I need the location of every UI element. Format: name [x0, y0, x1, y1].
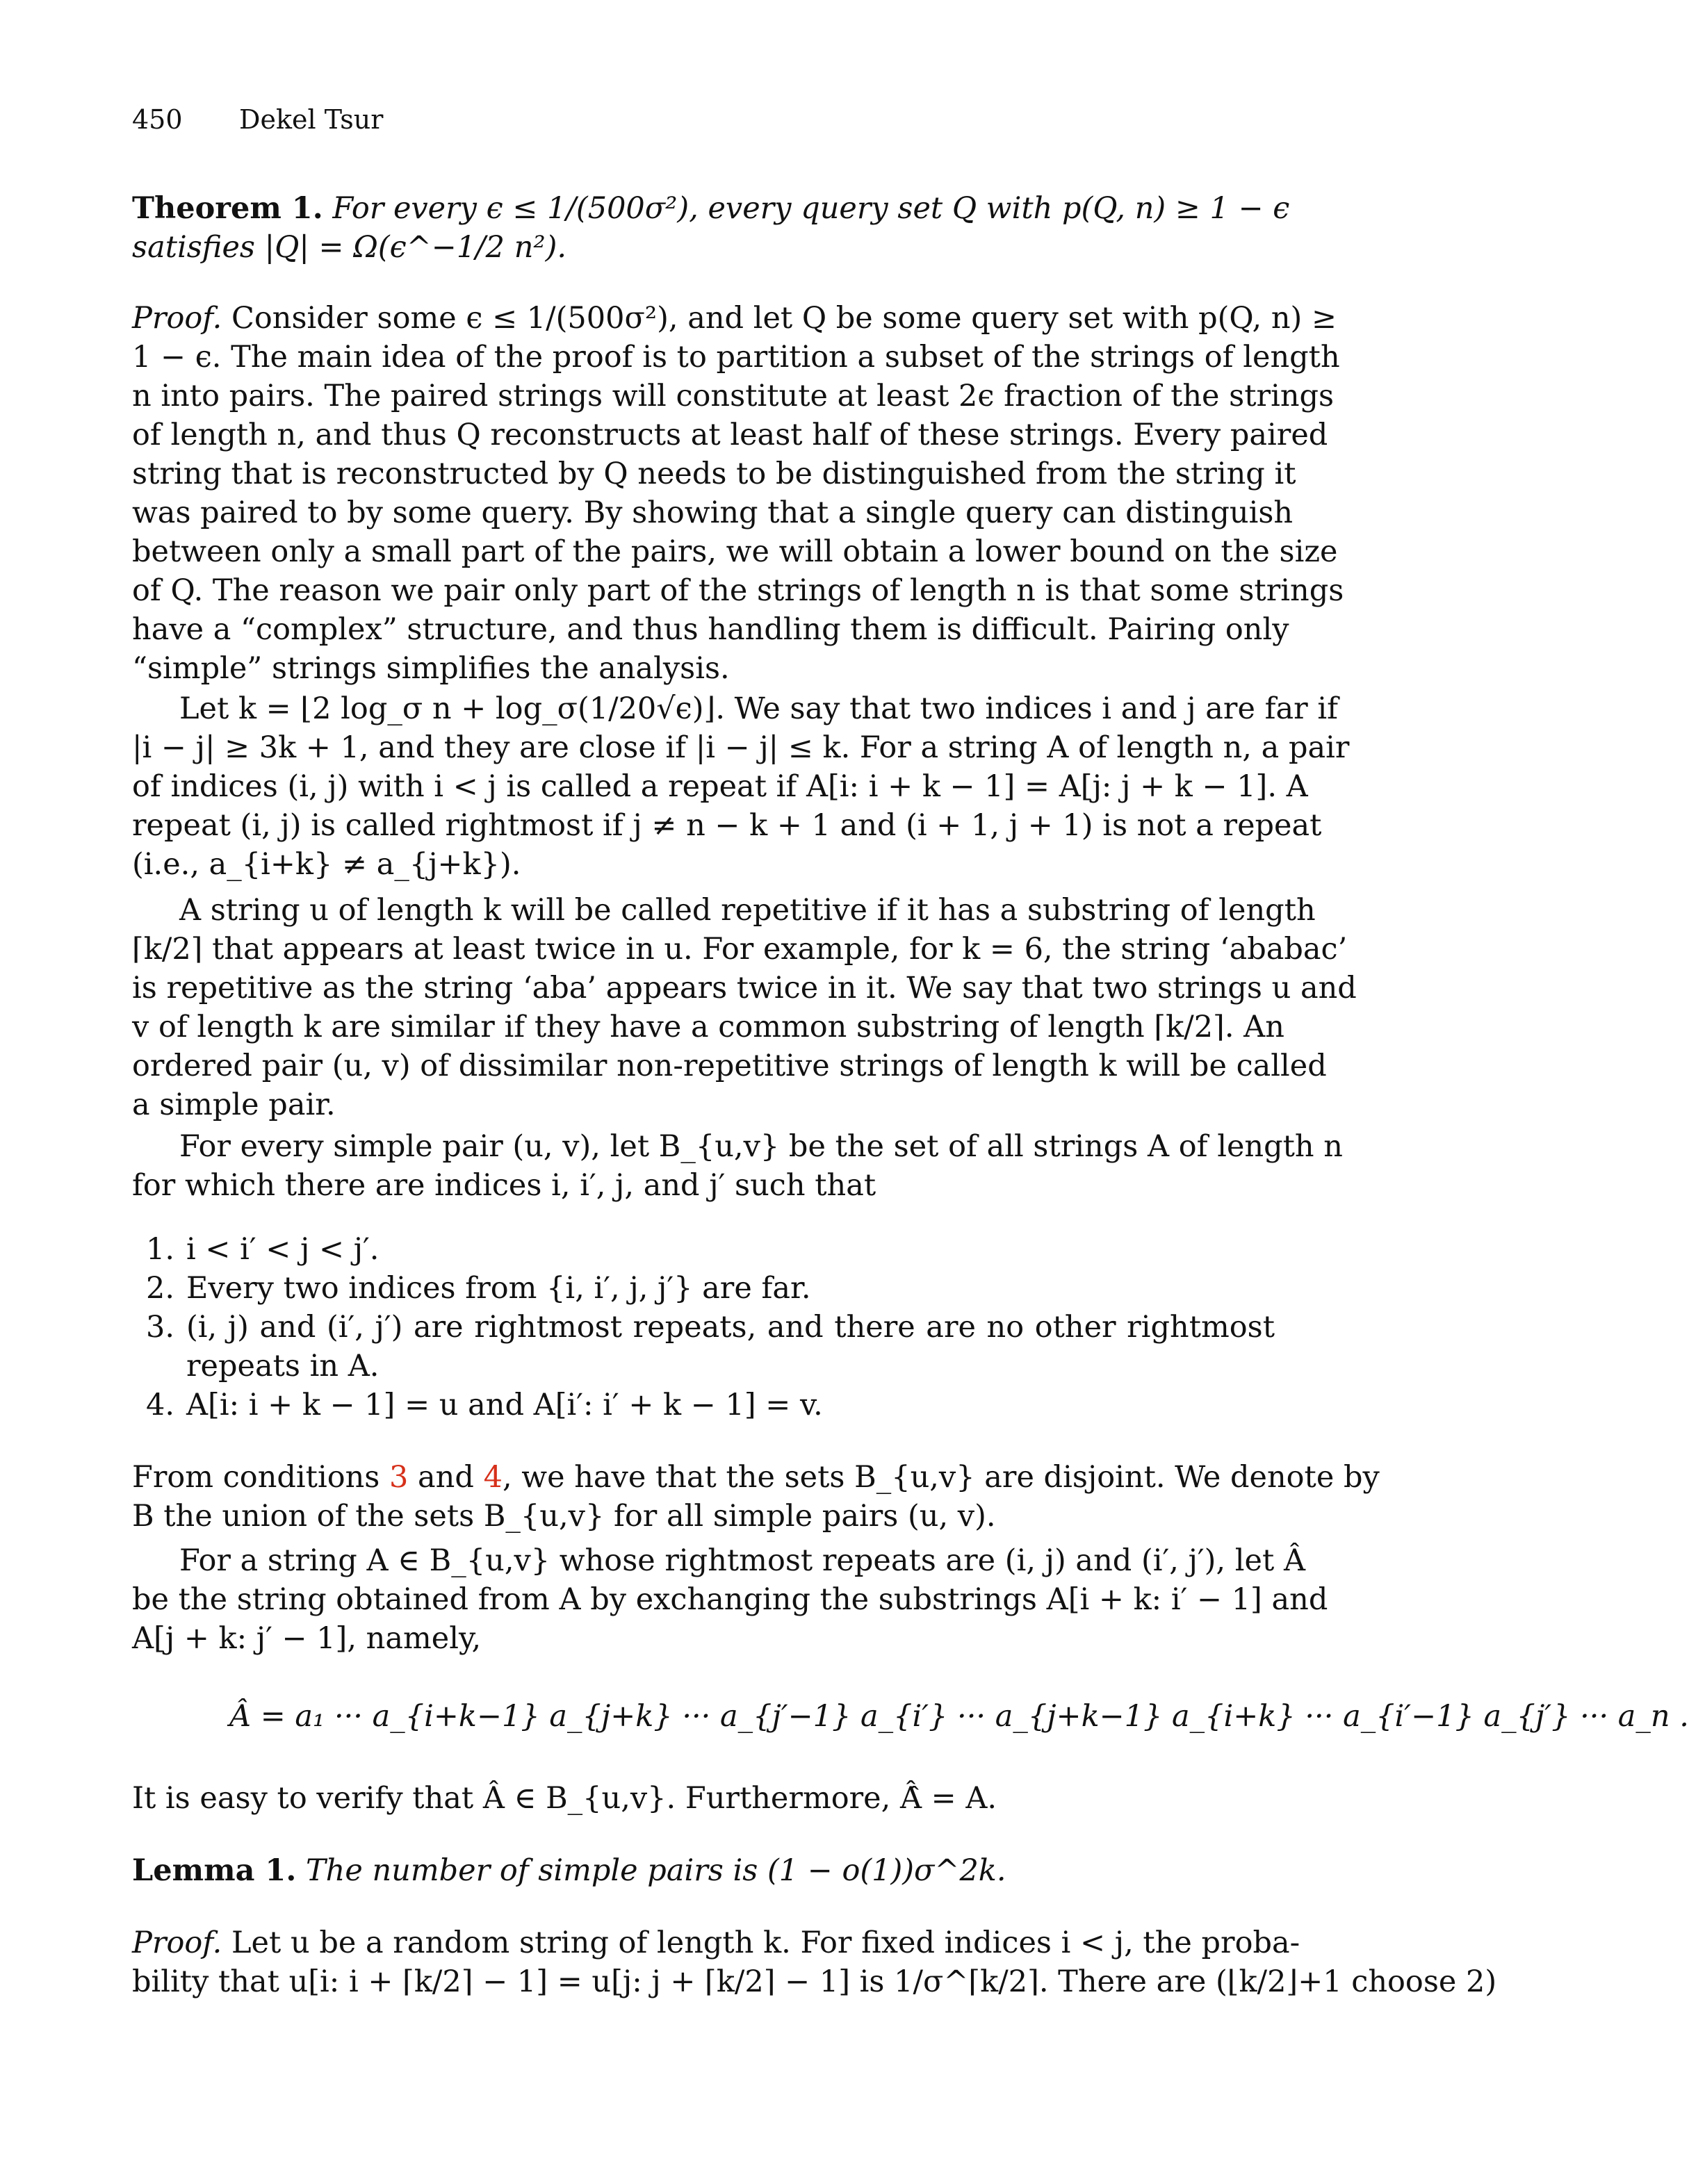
condition-2-text: Every two indices from {i, i′, j, j′} are far. [186, 1271, 811, 1306]
proof-line-6: was paired to by some query. By showing that a single query can distinguish [132, 495, 1294, 530]
condition-1-text: i < i′ < j < j′. [186, 1232, 380, 1267]
condition-3-text-2: repeats in A. [186, 1349, 380, 1384]
para-ahat-line-2: be the string obtained from A by exchanging the substrings A[i + k: i′ − 1] and [132, 1582, 1328, 1617]
proof-line-2: 1 − ϵ. The main idea of the proof is to partition a subset of the strings of length [132, 340, 1340, 375]
para-rep-line-2: ⌈k/2⌉ that appears at least twice in u. For example, for k = 6, the string ‘ababac’ [132, 932, 1348, 967]
lemma-text: The number of simple pairs is (1 − o(1))σ^2k. [305, 1853, 1006, 1888]
para-k-line-5: (i.e., a_{i+k} ≠ a_{j+k}). [132, 847, 521, 882]
para-ahat-line-1: For a string A ∈ B_{u,v} whose rightmost repeats are (i, j) and (i′, j′), let Â [179, 1543, 1305, 1578]
lemma-line [132, 1851, 1275, 1890]
proof-text-1: Consider some ϵ ≤ 1/(500σ²), and let Q be some query set with p(Q, n) ≥ [231, 301, 1337, 336]
condition-3-number: 3. [146, 1310, 175, 1345]
para-rep-line-1: A string u of length k will be called repetitive if it has a substring of length [179, 893, 1316, 928]
para-rep-line-6: a simple pair. [132, 1087, 336, 1122]
verify-line: It is easy to verify that Â ∈ B_{u,v}. Furthermore, Â̂ = A. [132, 1781, 997, 1816]
proof-line-4: of length n, and thus Q reconstructs at least half of these strings. Every paired [132, 418, 1328, 452]
condition-2-number: 2. [146, 1271, 175, 1306]
condition-1-number: 1. [146, 1232, 175, 1267]
page-number: 450 [132, 104, 183, 135]
para-B-line-1: For every simple pair (u, v), let B_{u,v} be the set of all strings A of length n [179, 1129, 1343, 1164]
proof-line-5: string that is reconstructed by Q needs to be distinguished from the string it [132, 457, 1296, 491]
para-B-line-2: for which there are indices i, i′, j, and j′ such that [132, 1168, 876, 1203]
proof-line-8: of Q. The reason we pair only part of the strings of length n is that some strings [132, 573, 1344, 608]
para-rep-line-3: is repetitive as the string ‘aba’ appears twice in it. We say that two strings u and [132, 971, 1357, 1005]
para-rep-line-5: ordered pair (u, v) of dissimilar non-repetitive strings of length k will be called [132, 1049, 1327, 1083]
para-disjoint-line-2: B the union of the sets B_{u,v} for all simple pairs (u, v). [132, 1499, 996, 1534]
para-disjoint-post: , we have that the sets B_{u,v} are disjoint. We denote by [502, 1460, 1380, 1495]
condition-4-number: 4. [146, 1388, 175, 1422]
para-disjoint-pre: From conditions [132, 1460, 390, 1495]
condition-4-text: A[i: i + k − 1] = u and A[i′: i′ + k − 1] = v. [186, 1388, 823, 1422]
theorem-line-2 [132, 228, 1275, 267]
running-author: Dekel Tsur [239, 104, 384, 135]
para-k-line-4: repeat (i, j) is called rightmost if j ≠ n − k + 1 and (i + 1, j + 1) is not a repeat [132, 808, 1322, 843]
theorem-text-2: satisfies |Q| = Ω(ϵ^−1/2 n²). [132, 230, 567, 265]
para-ahat-line-3: A[j + k: j′ − 1], namely, [132, 1621, 482, 1656]
proof2-label: Proof. [132, 1926, 222, 1960]
para-disjoint-mid: and [408, 1460, 484, 1495]
proof2-line-2: bility that u[i: i + ⌈k/2⌉ − 1] = u[j: j + ⌈k/2⌉ − 1] is 1/σ^⌈k/2⌉. There are (⌊k/2⌋+1 choose 2) [132, 1964, 1497, 1999]
ahat-equation: Â = a₁ ··· a_{i+k−1} a_{j+k} ··· a_{j′−1} a_{i′} ··· a_{j+k−1} a_{i+k} ··· a_{i′−1} a_{j′} ··· a_n . [229, 1699, 1689, 1734]
lemma-label: Lemma 1. [132, 1853, 297, 1888]
proof-line-1 [132, 299, 1337, 338]
condition-3-text-1: (i, j) and (i′, j′) are rightmost repeats, and there are no other rightmost [186, 1310, 1275, 1345]
theorem-label: Theorem 1. [132, 191, 323, 226]
proof-line-3: n into pairs. The paired strings will constitute at least 2ϵ fraction of the strings [132, 379, 1335, 413]
proof2-line-1 [132, 1923, 1300, 1962]
proof-line-7: between only a small part of the pairs, we will obtain a lower bound on the size [132, 534, 1338, 569]
proof-line-9: have a “complex” structure, and thus handling them is difficult. Pairing only [132, 612, 1289, 647]
para-rep-line-4: v of length k are similar if they have a common substring of length ⌈k/2⌉. An [132, 1010, 1284, 1044]
proof2-text-1: Let u be a random string of length k. For fixed indices i < j, the proba- [231, 1926, 1300, 1960]
theorem-line-1 [132, 189, 1290, 228]
proof-line-10: “simple” strings simplifies the analysis. [132, 651, 730, 686]
proof-label: Proof. [132, 301, 222, 336]
para-k-line-3: of indices (i, j) with i < j is called a repeat if A[i: i + k − 1] = A[j: j + k − 1]. A [132, 769, 1308, 804]
para-k-line-1: Let k = ⌊2 log_σ n + log_σ(1/20√ϵ)⌋. We say that two indices i and j are far if [179, 691, 1339, 726]
theorem-text-1: For every ϵ ≤ 1/(500σ²), every query set Q with p(Q, n) ≥ 1 − ϵ [332, 191, 1290, 226]
condition-3-link[interactable]: 3 [389, 1460, 409, 1495]
condition-4-link[interactable]: 4 [483, 1460, 503, 1495]
para-disjoint-line-1 [132, 1458, 1380, 1497]
para-k-line-2: |i − j| ≥ 3k + 1, and they are close if |i − j| ≤ k. For a string A of length n, a pair [132, 730, 1350, 765]
